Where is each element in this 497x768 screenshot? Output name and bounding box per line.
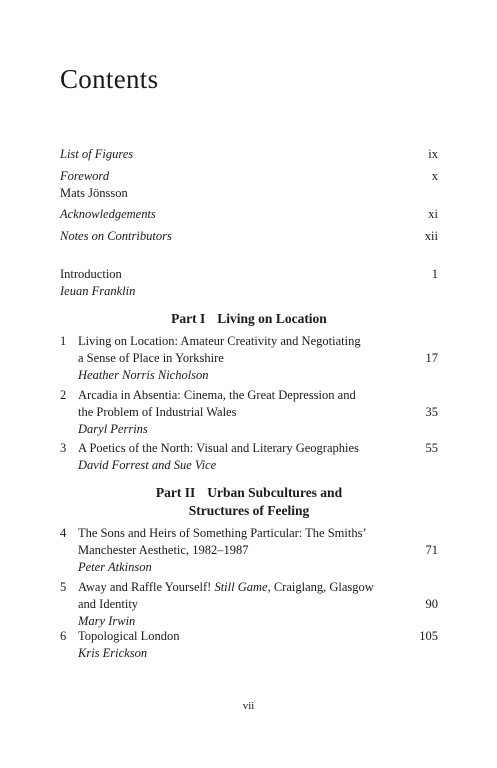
toc-entry-author: Peter Atkinson — [78, 560, 152, 574]
toc-entry-title-line: a Sense of Place in Yorkshire — [78, 351, 224, 365]
title-text: Away and Raffle Yourself! — [78, 580, 215, 594]
toc-entry-title: Acknowledgements — [60, 207, 156, 221]
toc-entry-title-line: Topological London — [78, 629, 180, 643]
toc-entry-title-line: Living on Location: Amateur Creativity and Negotiating — [78, 334, 361, 348]
toc-page-number: ix — [428, 147, 438, 161]
toc-entry-title-line: A Poetics of the North: Visual and Literary Geographies — [78, 441, 359, 455]
toc-page-number: xi — [428, 207, 438, 221]
part-heading-1 — [60, 310, 438, 328]
toc-entry-title-line — [78, 579, 418, 596]
toc-page-number: 35 — [425, 405, 438, 419]
toc-entry-chapter-2[interactable] — [60, 387, 438, 438]
toc-entry-title-line: Arcadia in Absentia: Cinema, the Great Depression and — [78, 388, 356, 402]
title-text-italic: Still Game — [214, 580, 268, 594]
toc-entry-title-line: the Problem of Industrial Wales — [78, 405, 237, 419]
toc-page-number: 71 — [425, 543, 438, 557]
toc-entry-title: Introduction — [60, 267, 122, 281]
toc-page-number: 55 — [425, 441, 438, 455]
chapter-number: 5 — [60, 580, 67, 594]
toc-page-number: 105 — [419, 629, 438, 643]
part-label: Part I — [171, 311, 206, 326]
chapter-number: 1 — [60, 334, 67, 348]
toc-entry-title: List of Figures — [60, 147, 134, 161]
toc-entry-chapter-5[interactable] — [60, 579, 438, 630]
toc-entry-title-line: Manchester Aesthetic, 1982–1987 — [78, 543, 249, 557]
toc-entry-author: Ieuan Franklin — [60, 284, 136, 298]
toc-page-number: 1 — [431, 267, 438, 281]
toc-entry-foreword[interactable] — [60, 168, 438, 202]
toc-entry-author: David Forrest and Sue Vice — [78, 458, 217, 472]
toc-entry-title-line: and Identity — [78, 597, 139, 611]
chapter-number: 6 — [60, 629, 67, 643]
toc-entry-title: Foreword — [60, 169, 110, 183]
toc-entry-author: Heather Norris Nicholson — [78, 368, 209, 382]
toc-entry-title: Notes on Contributors — [60, 229, 172, 243]
part-title-line: Structures of Feeling — [188, 503, 310, 518]
chapter-number: 3 — [60, 441, 67, 455]
toc-entry-author: Mats Jönsson — [60, 186, 128, 200]
toc-entry-chapter-6[interactable] — [60, 628, 438, 662]
part-title: Living on Location — [217, 311, 327, 326]
toc-entry-chapter-4[interactable] — [60, 525, 438, 576]
toc-entry-author: Mary Irwin — [78, 614, 136, 628]
toc-entry-chapter-1[interactable] — [60, 333, 438, 384]
chapter-number: 2 — [60, 388, 67, 402]
toc-page-number: 90 — [425, 597, 438, 611]
part-label: Part II — [155, 485, 196, 500]
toc-page-number: xii — [424, 229, 438, 243]
title-text: , Craiglang, Glasgow — [267, 580, 374, 594]
toc-entry-introduction[interactable] — [60, 266, 438, 300]
toc-entry-title-line: The Sons and Heirs of Something Particular: The Smiths’ — [78, 526, 367, 540]
part-heading-2 — [60, 484, 438, 520]
page-title: Contents — [60, 64, 159, 94]
page-folio: vii — [242, 700, 255, 712]
part-title-line: Urban Subcultures and — [207, 485, 343, 500]
toc-entry-acknowledgements[interactable] — [60, 206, 438, 223]
toc-page-number: x — [431, 169, 438, 183]
toc-entry-chapter-3[interactable] — [60, 440, 438, 474]
toc-entry-notes-on-contributors[interactable] — [60, 228, 438, 245]
chapter-number: 4 — [60, 526, 67, 540]
toc-entry-author: Daryl Perrins — [78, 422, 148, 436]
toc-page-number: 17 — [425, 351, 438, 365]
toc-entry-author: Kris Erickson — [78, 646, 148, 660]
toc-entry-list-of-figures[interactable] — [60, 146, 438, 163]
